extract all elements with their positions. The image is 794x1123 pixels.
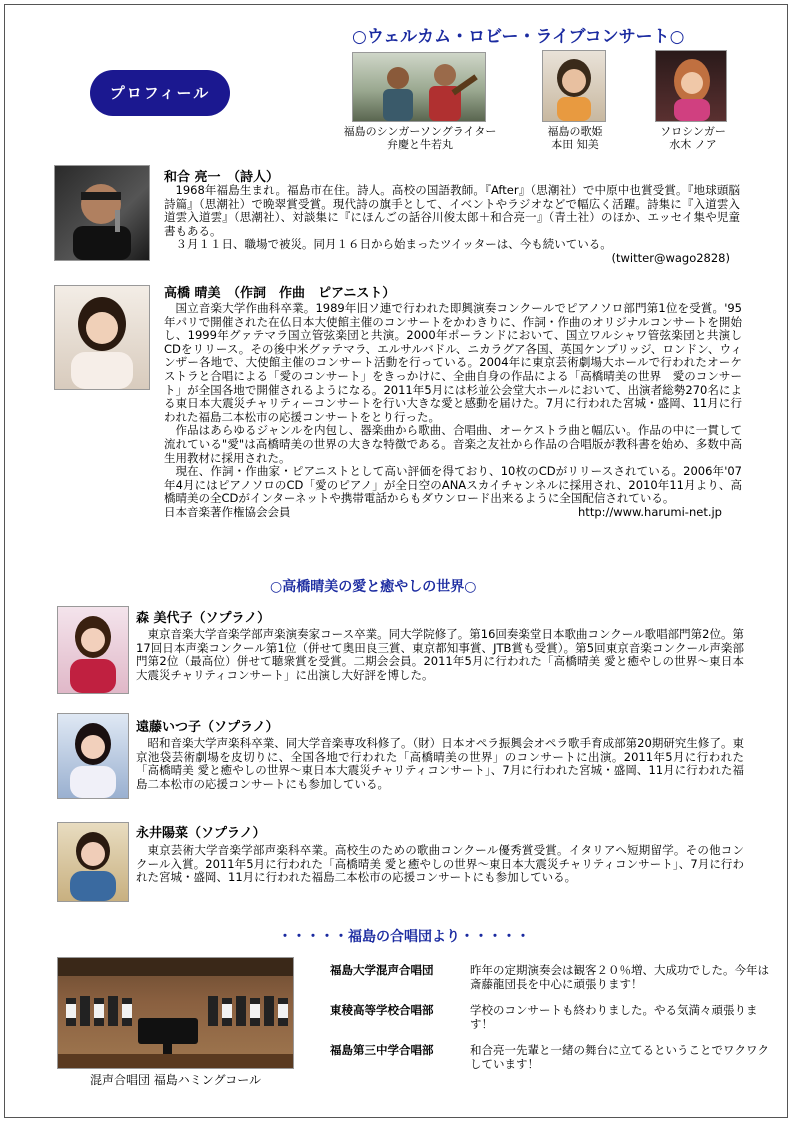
takahashi-org: 日本音楽著作権協会会員 [164,504,291,519]
mizuki-noa-photo [655,50,727,122]
pianist-figure-icon [55,286,149,389]
takahashi-bio: 国立音楽大学作曲科卒業。1989年旧ソ連で行われた即興演奏コンクールでピアノソロ部門第1位を受賞。'95年パリで開催された在仏日本大使館主催のコンサートをかわきりに、作詞・作曲のオリジナルコンサートを開始し、1999年グァテマラ国立管弦楽団と共演。2000年ポーランドにおいて、国立ワルシャワ管弦楽団と共演しCDをリリース。その後中米グァテマラ、エルサルバドル、ニカラグア各国、英国ケンブリッジ、ロンドン、ウィンザー各地で、大使館主催のコンサート活動を行っている。2004年に東京芸術劇場大ホールで行われたオーケストラと合唱による「愛のコンサート」をきっかけに、全曲自身の作品による「高橋晴美の世界 愛のコンサート」が全国各地で開催されるようになる。2011年5月には杉並公会堂大ホールにおいて、出演者総勢270名による東日本大震災チャリティーコンサートを行い大きな愛と感動を届けた。7月に行われた宮城・盛岡、11月に行われた福島二本松市の応援コンサートをとり行った。 作品はあらゆるジャンルを内包し、器楽曲から歌曲、合唱曲、オーケストラ曲と幅広い。作品の中に一貫して流れている"愛"は高橋晴美の世界の大きな特徴である。音楽之友社から作品の合唱版が教科書を始め、多数中高生用教材に採用された。 現在、作詞・作曲家・ピアニストとして高い評価を得ており、10枚のCDがリリースされている。2006年'07年4月にはピアノソロのCD「愛のピアノ」が全日空のANAスカイチャンネルに採用され、2010年11月より、高橋晴美の全CDがインターネットや携帯電話からもダウンロード出来るように全国配信されている。 日本音楽著作権協会会員 http://www.harumi-net.jp [164,301,742,519]
soprano-figure-icon [58,607,128,693]
singer-name: 森 美代子（ソプラノ） [136,611,271,626]
choir-name: 東稜高等学校合唱部 [330,1003,434,1017]
performer-caption: 福島の歌姫 本田 知美 [547,125,603,151]
choir-entry [330,1043,780,1077]
choir-message: 昨年の定期演奏会は観客２０％増、大成功でした。今年は斎藤龍団長を中心に頑張ります！ [470,963,769,991]
takahashi-name: 高橋 晴美 （作詞 作曲 ピアニスト） [164,286,396,301]
concert-title: ○ウェルカム・ロビー・ライブコンサート○ [352,27,685,47]
choir-entry [330,1003,780,1037]
mori-photo [57,606,129,694]
singer-bio: 東京芸術大学音楽学部声楽科卒業。高校生のための歌曲コンクール優秀賞受賞。イタリアへ短期留学。その他コンクール入賞。2011年5月に行われた「高橋晴美 愛と癒やしの世界～東日本大震災チャリティコンサート」、7月に行われた宮城・盛岡、11月に行われた福島二本松市の応援コンサートにも参加している。 [136,843,744,885]
endo-photo [57,713,129,799]
wago-name: 和合 亮一 （詩人） [164,170,280,185]
singer-figure-icon [543,51,605,121]
singer-name: 遠藤いつ子（ソプラノ） [136,720,279,735]
wago-twitter: (twitter@wago2828) [611,250,730,265]
choir-photo [57,957,294,1069]
profile-badge: プロフィール [90,70,230,116]
soprano-figure-icon [58,714,128,798]
choir-entry [330,963,780,997]
takahashi-url[interactable]: http://www.harumi-net.jp [578,504,722,519]
choir-name: 福島第三中学合唱部 [330,1043,434,1057]
choir-photo-caption: 混声合唱団 福島ハミングコール [89,1073,262,1087]
singer-bio: 昭和音楽大学声楽科卒業、同大学音楽専攻科修了。（財）日本オペラ振興会オペラ歌手育成部第20期研究生修了。東京池袋芸術劇場を皮切りに、全国各地で行われた「高橋晴美の世界」のコンサートに出演。2011年5月に行われた「高橋晴美 愛と癒やしの世界～東日本大震災チャリティコンサート」、7月に行われた宮城・盛岡、11月に行われた福島二本松市の応援コンサートにも参加している。 [136,736,744,791]
singer-bio: 東京音楽大学音楽学部声楽演奏家コース卒業。同大学院修了。第16回奏楽堂日本歌曲コンクール歌唱部門第2位。第17回日本声楽コンクール第1位（併せて奥田良三賞、東京都知事賞、JTB賞も受賞）。第5回東京音楽コンクール声楽部門第2位（最高位）併せて聴衆賞を受賞。二期会会員。2011年5月に行われた「高橋晴美 愛と癒やしの世界～東日本大震災チャリティコンサート」に出演し大好評を博した。 [136,627,744,682]
nagai-photo [57,822,129,902]
wago-bio: 1968年福島生まれ。福島市在住。詩人。高校の国語教師。『After』（思潮社）で中原中也賞受賞。『地球頭脳詩篇』（思潮社）で晩翠賞受賞。現代詩の旗手として、イベントやラジオなどで幅広く活躍。詩集に『入道雲入道雲入道雲』（思潮社）、対談集に『にほんごの話谷川俊太郎＋和合亮一』（青土社）のほか、エッセイ集や児童書もある。 ３月１１日、職場で被災。同月１６日から始まったツイッターは、今も続いている。 (twitter@wago2828) [164,183,740,265]
wago-photo [54,165,150,261]
section2-title: ○高橋晴美の愛と癒やしの世界○ [270,579,477,595]
honda-tomomi-photo [542,50,606,122]
benkei-ushiwakamaru-photo [352,52,486,122]
section3-title: ・・・・・福島の合唱団より・・・・・ [278,929,530,945]
choir-message: 学校のコンサートも終わりました。やる気満々頑張ります！ [470,1003,758,1031]
takahashi-photo [54,285,150,390]
choir-name: 福島大学混声合唱団 [330,963,434,977]
choir-message: 和合亮一先輩と一緒の舞台に立てるということでワクワクしています！ [470,1043,769,1071]
choir-group-icon [58,958,293,1068]
poet-figure-icon [55,166,149,260]
solo-singer-figure-icon [656,51,726,121]
singer-name: 永井陽菜（ソプラノ） [136,826,266,841]
duo-figures-icon [353,53,485,121]
performer-caption: 福島のシンガーソングライター 弁慶と牛若丸 [343,125,497,151]
performer-caption: ソロシンガー 水木 ノア [660,125,726,151]
soprano-figure-icon [58,823,128,901]
